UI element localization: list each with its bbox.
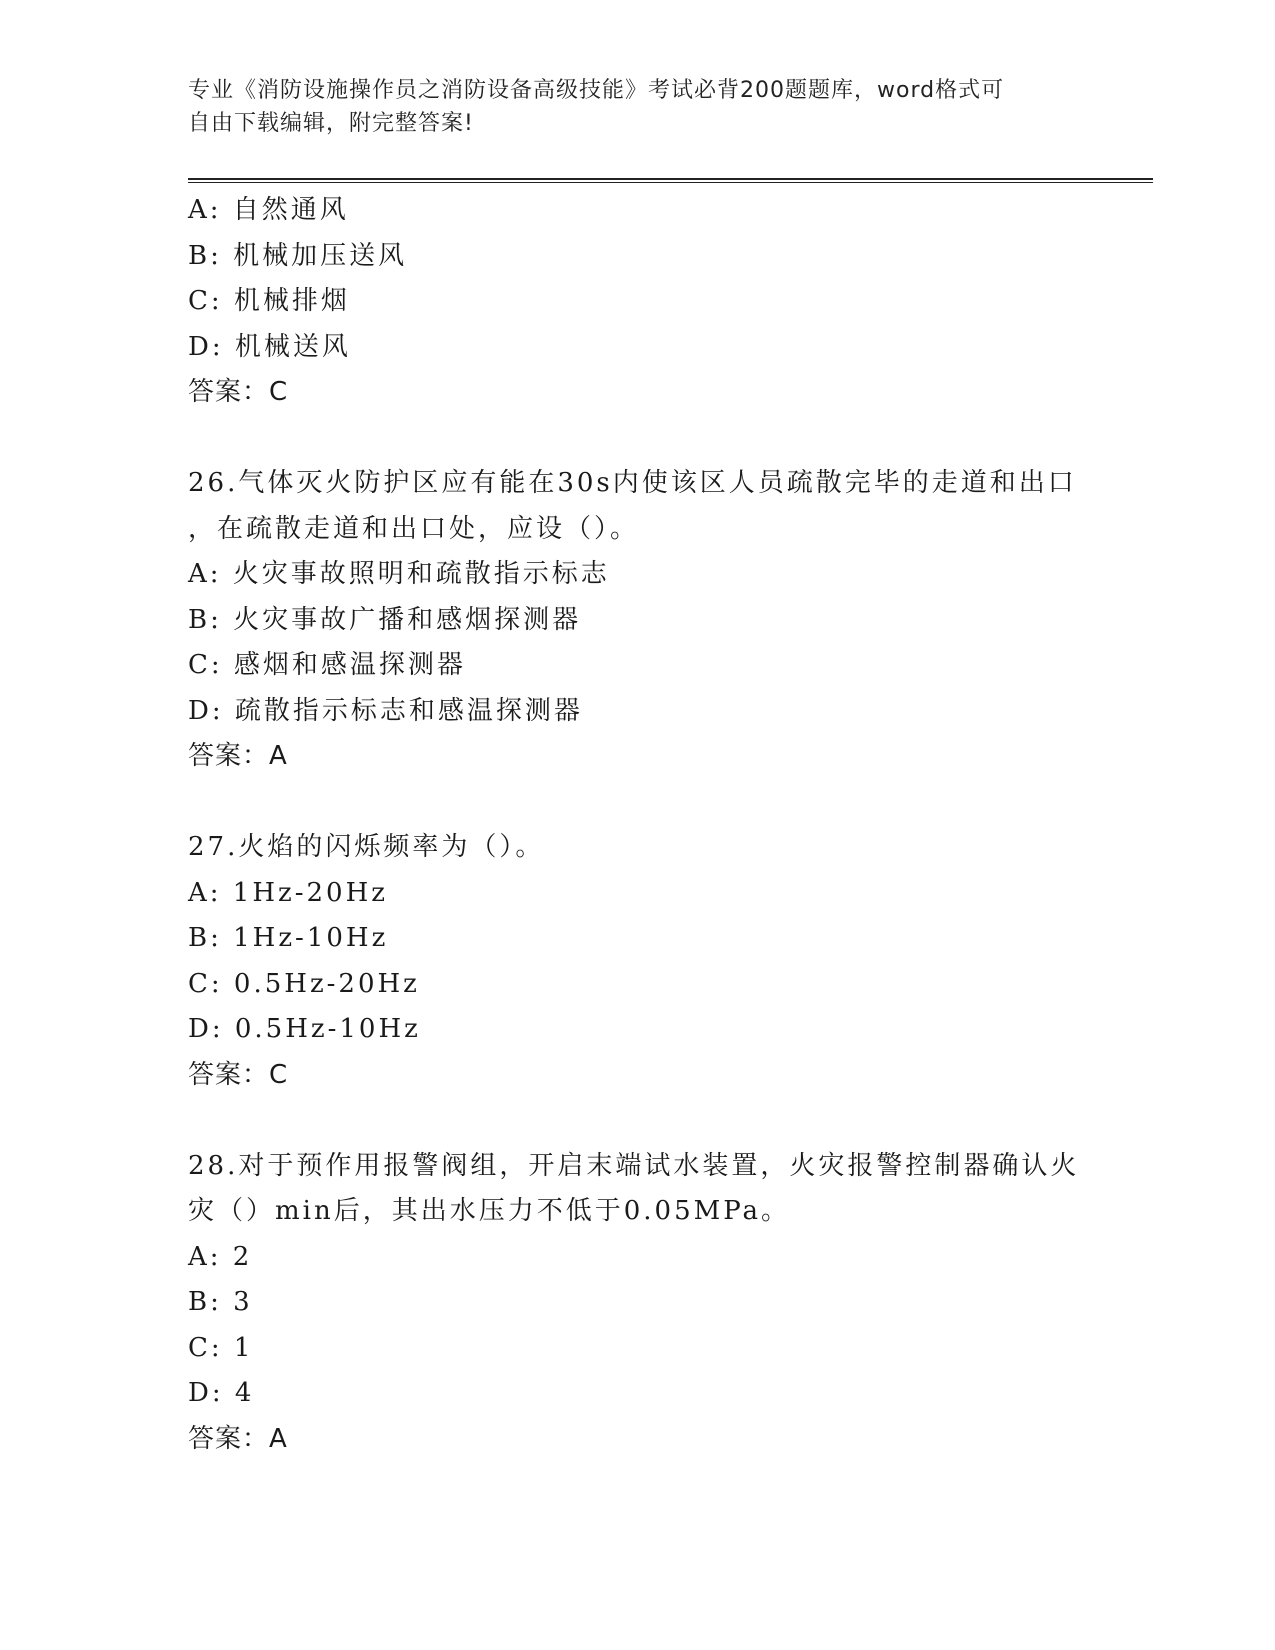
question-stem: 26.气体灭火防护区应有能在30s内使该区人员疏散完毕的走道和出口 — [188, 468, 1077, 498]
option-d: D: 疏散指示标志和感温探测器 — [188, 695, 583, 726]
spacer — [188, 416, 1088, 462]
option-d: D: 机械送风 — [188, 331, 351, 362]
option-a: A: 2 — [188, 1241, 253, 1272]
question-26 — [188, 461, 1088, 780]
spacer — [188, 780, 1088, 826]
question-28 — [188, 1144, 1088, 1463]
answer: 答案：C — [188, 1059, 289, 1090]
question-stem: 27.火焰的闪烁频率为（）。 — [188, 832, 545, 862]
option-a: A: 火灾事故照明和疏散指示标志 — [188, 559, 610, 589]
option-a: A: 自然通风 — [188, 195, 349, 225]
option-c: C: 0.5Hz-20Hz — [188, 968, 420, 999]
question-27 — [188, 825, 1088, 1098]
option-b: B: 火灾事故广播和感烟探测器 — [188, 604, 582, 635]
header-line-2: 自由下载编辑，附完整答案! — [188, 111, 474, 136]
question-stem-cont: ，在疏散走道和出口处，应设（）。 — [188, 513, 640, 544]
option-a: A: 1Hz-20Hz — [188, 877, 388, 908]
spacer — [188, 1098, 1088, 1144]
option-c: C: 机械排烟 — [188, 286, 350, 316]
header-line-1: 专业《消防设施操作员之消防设备高级技能》考试必背200题题库，word格式可 — [188, 78, 1005, 103]
answer: 答案：A — [188, 1423, 288, 1454]
question-stem: 28.对于预作用报警阀组，开启末端试水装置，火灾报警控制器确认火 — [188, 1150, 1080, 1181]
question-list — [188, 188, 1088, 1462]
option-b: B: 3 — [188, 1287, 253, 1317]
question-stem-cont: 灾（）min后，其出水压力不低于0.05MPa。 — [188, 1196, 791, 1226]
option-c: C: 感烟和感温探测器 — [188, 650, 466, 680]
option-b: B: 机械加压送风 — [188, 240, 408, 271]
option-c: C: 1 — [188, 1332, 254, 1363]
document-header — [188, 74, 1068, 140]
answer: 答案：C — [188, 377, 289, 407]
header-divider — [188, 178, 1153, 183]
answer: 答案：A — [188, 741, 288, 771]
question-25 — [188, 188, 1088, 416]
option-b: B: 1Hz-10Hz — [188, 923, 389, 953]
option-d: D: 0.5Hz-10Hz — [188, 1014, 421, 1044]
option-d: D: 4 — [188, 1378, 255, 1408]
